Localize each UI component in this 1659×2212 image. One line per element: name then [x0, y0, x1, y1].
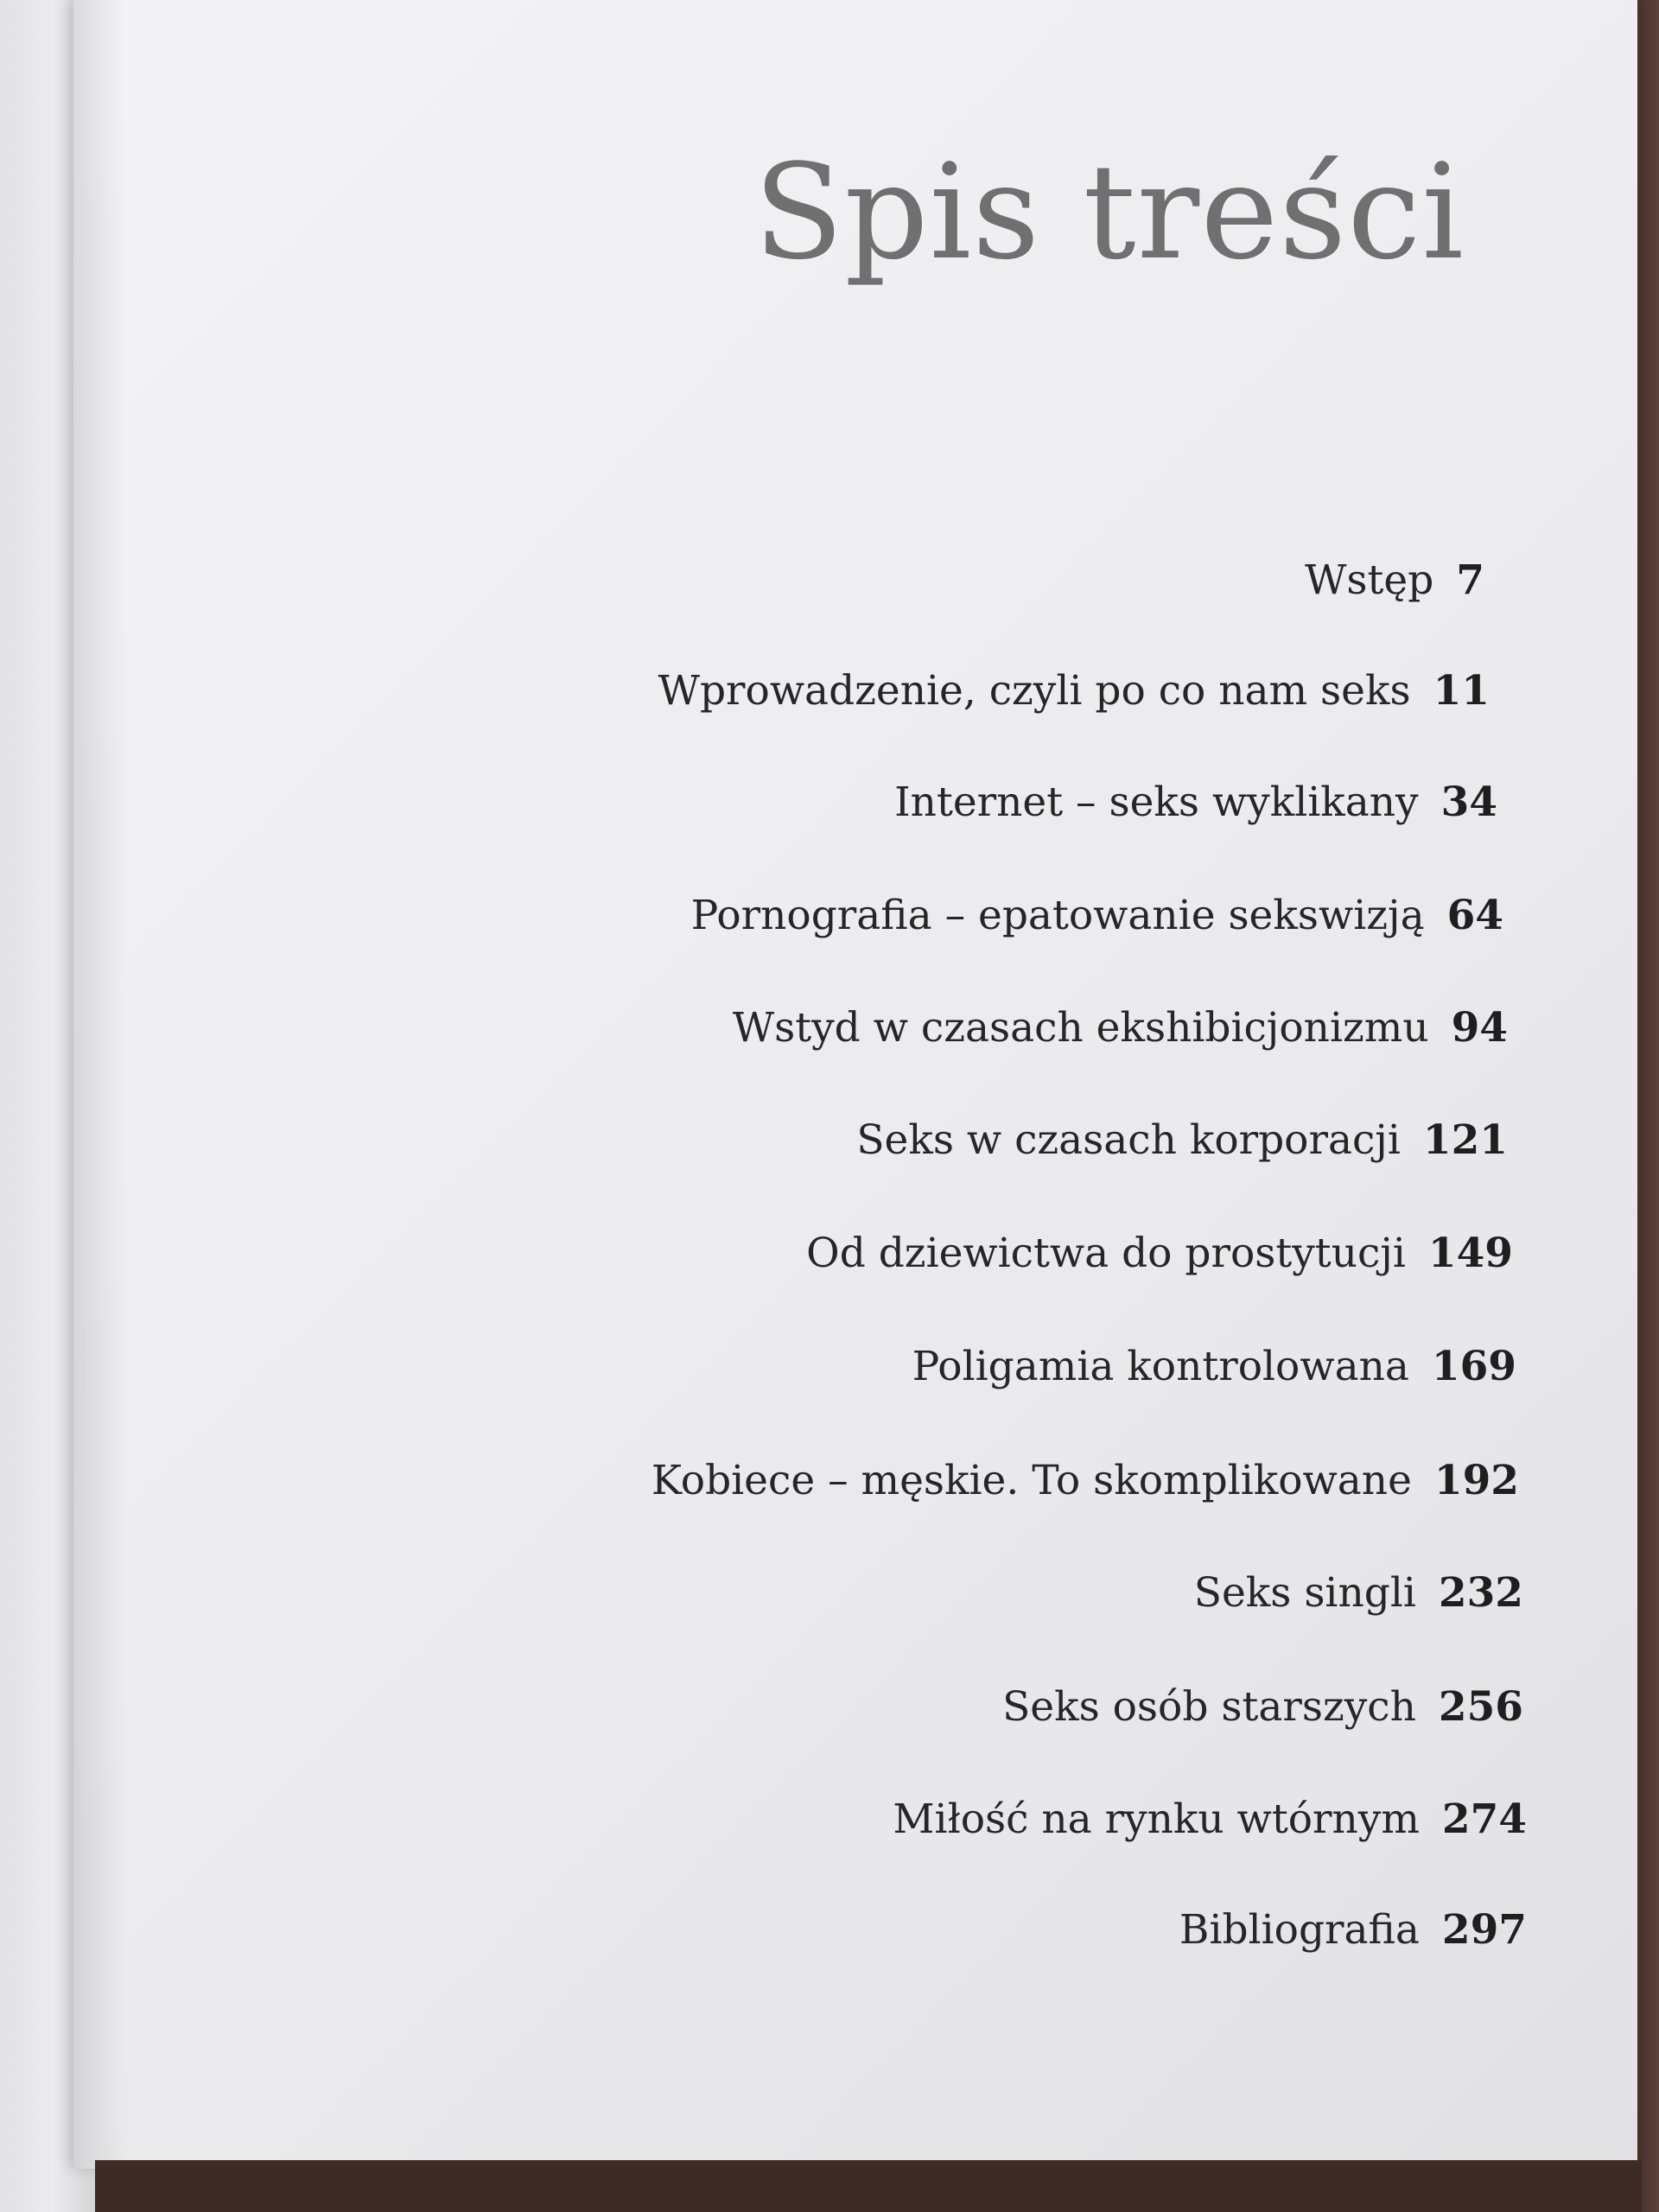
toc-entry-page-number: 149 [1427, 1230, 1513, 1277]
toc-entry [658, 667, 1490, 715]
page-title: Spis treści [753, 136, 1465, 289]
toc-entry-title: Od dziewictwa do prostytucji [806, 1230, 1406, 1277]
gutter-shadow [73, 0, 125, 2169]
toc-entry [856, 1116, 1508, 1164]
toc-entry-title: Seks w czasach korporacji [856, 1116, 1401, 1164]
toc-entry [806, 1230, 1513, 1277]
toc-entry-page-number: 169 [1431, 1343, 1516, 1390]
toc-entry-title: Seks osób starszych [1002, 1683, 1416, 1731]
toc-entry-title: Kobiece – męskie. To skomplikowane [651, 1457, 1412, 1504]
toc-entry [1193, 1569, 1523, 1617]
toc-entry-title: Pornografia – epatowanie sekswizją [690, 892, 1425, 939]
toc-entry [651, 1457, 1519, 1504]
toc-entry-page-number: 121 [1422, 1116, 1508, 1164]
toc-entry-title: Wstęp [1305, 556, 1434, 604]
toc-entry-title: Wprowadzenie, czyli po co nam seks [658, 667, 1411, 715]
toc-entry-title: Seks singli [1193, 1569, 1416, 1617]
toc-entry-page-number: 34 [1440, 779, 1497, 826]
toc-entry [1179, 1906, 1527, 1954]
toc-entry-page-number: 94 [1451, 1004, 1508, 1052]
toc-entry [1002, 1683, 1523, 1731]
toc-entry-page-number: 297 [1441, 1906, 1527, 1954]
toc-entry [732, 1004, 1508, 1052]
toc-entry-page-number: 11 [1433, 667, 1490, 715]
toc-entry-page-number: 232 [1438, 1569, 1523, 1617]
toc-entry [1305, 556, 1484, 604]
toc-entry-title: Bibliografia [1179, 1906, 1420, 1954]
toc-entry [690, 892, 1503, 939]
book-page [73, 0, 1637, 2169]
toc-entry [894, 779, 1497, 826]
toc-entry-page-number: 256 [1438, 1683, 1523, 1731]
toc-entry-page-number: 192 [1433, 1457, 1519, 1504]
toc-entry-title: Poligamia kontrolowana [912, 1343, 1409, 1390]
toc-entry [893, 1796, 1527, 1843]
toc-entry-title: Wstyd w czasach ekshibicjonizmu [732, 1004, 1429, 1052]
toc-entry-page-number: 7 [1456, 556, 1484, 604]
toc-entry-title: Miłość na rynku wtórnym [893, 1796, 1420, 1843]
toc-entry-page-number: 64 [1446, 892, 1503, 939]
toc-entry-title: Internet – seks wyklikany [894, 779, 1419, 826]
table-surface-bottom [95, 2160, 1642, 2212]
toc-entry-page-number: 274 [1441, 1796, 1527, 1843]
toc-entry [912, 1343, 1516, 1390]
